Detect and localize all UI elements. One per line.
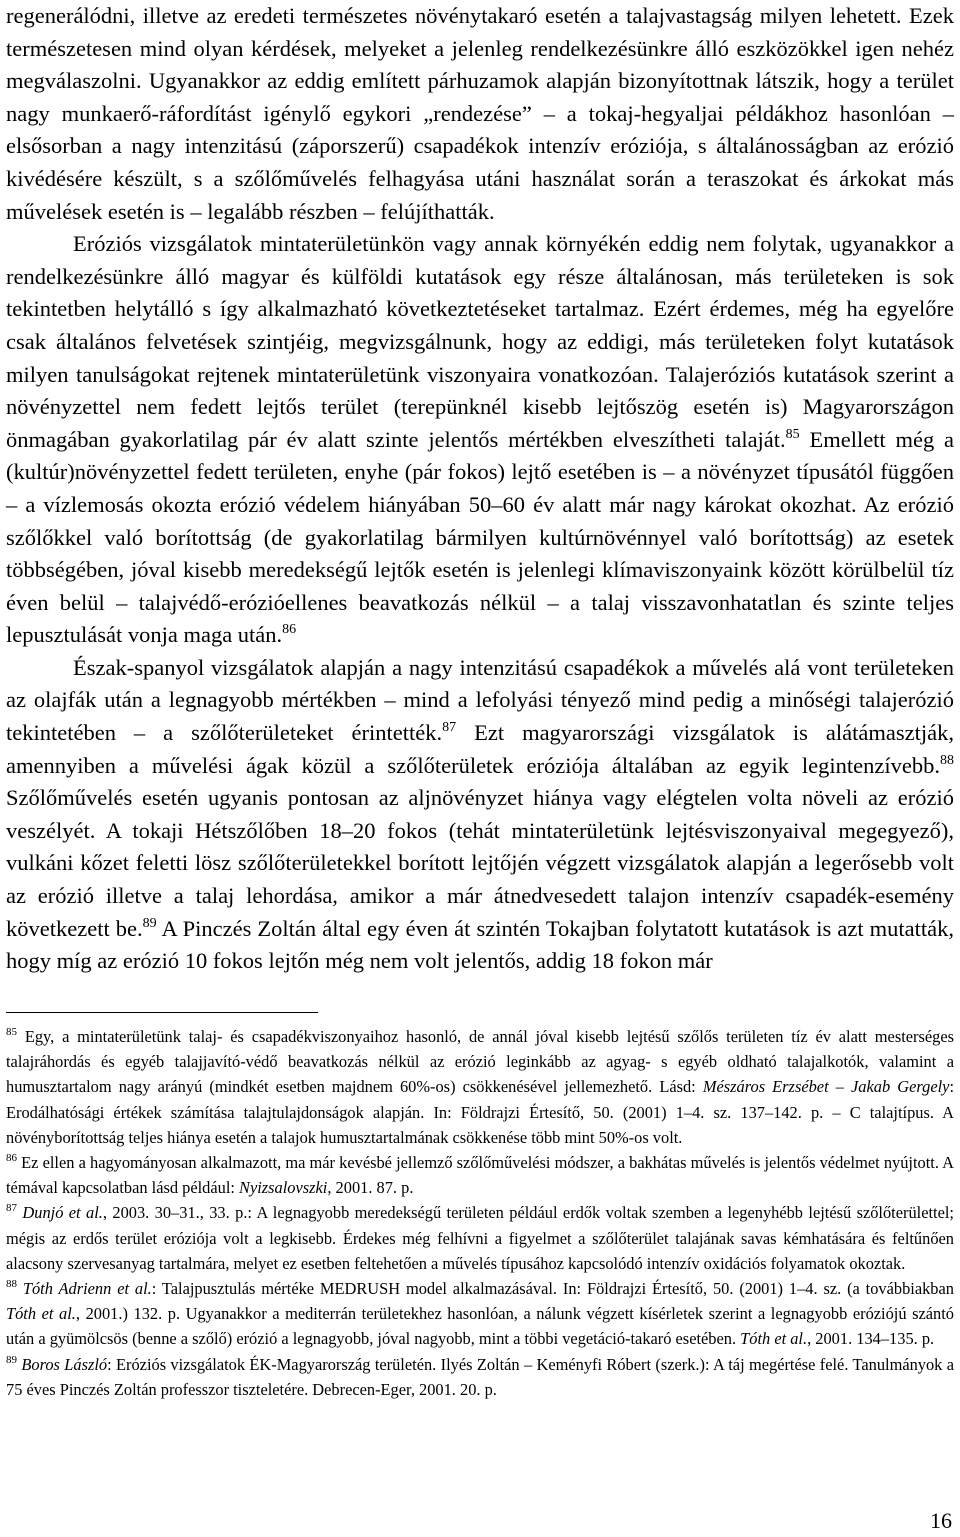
footnote-85 (6, 1024, 954, 1150)
footnote-reference: 89 (142, 915, 157, 931)
text-run: A Pinczés Zoltán által egy éven át szintén Tokajban folytatott kutatások is azt mutatták, hogy míg az erózió 10 fokos lejtőn még nem volt jelentős, addig 18 fokon már (6, 915, 955, 974)
text-run: Ez ellen a hagyományosan alkalmazott, ma már kevésbé jellemző szőlőművelési módszer, a bakhátas művelés is jelentős védelmet nyújtott. A témával kapcsolatban lásd például: (6, 1153, 954, 1198)
italic-text: Tóth et al. (740, 1329, 808, 1349)
italic-text: Tóth et al. (6, 1304, 76, 1324)
footnote-reference: 86 (282, 622, 297, 638)
footnote-reference: 87 (6, 1202, 17, 1215)
paragraph (6, 0, 954, 228)
footnote-87 (6, 1200, 954, 1276)
italic-text: Dunjó et al. (22, 1203, 103, 1223)
text-run: Ezt magyarországi vizsgálatok is alátámasztják, amennyiben a művelési ágak közül a szőlőterületek eróziója általában az egyik legintenzívebb. (6, 720, 954, 778)
text-run: Egy, a mintaterületünk talaj- és csapadékviszonyaihoz hasonló, de annál jóval kisebb lejtésű szőlős területen tíz év alatt mesterséges talajráhordás és egyéb talajjavító-védő beavatkozás nélkül az erózió leginkább az agyag- s egyéb oldható talajalkotók, valamint a humusztartalom nagy arányú (mindkét esetben majdnem 60%-os) csökkenésével jellemezhető. Lásd: (6, 1027, 954, 1097)
italic-text: Boros László (21, 1354, 108, 1374)
footnote-88 (6, 1276, 954, 1352)
italic-text: Nyizsalovszki (239, 1178, 328, 1198)
paragraph (6, 228, 954, 652)
footnote-reference: 88 (940, 752, 954, 768)
page-number: 16 (930, 1508, 952, 1533)
text-run: : Erodálhatósági értékek számítása talajtulajdonságok alapján. In: Földrajzi Értesítő, 50. (2001) 1–4. sz. 137–142. p. – C talajtípus. A növényborítottság teljes hiánya esetén a talajok humusztartalmának csökkenése több mint 50%-os volt. (6, 1077, 954, 1147)
paragraph (6, 652, 954, 978)
text-run: Szőlőművelés esetén ugyanis pontosan az aljnövényzet hiánya vagy elégtelen volta növeli az erózió veszélyét. A tokaji Hétszőlőben 18–20 fokos (tehát mintaterületünk lejtésviszonyaival megegyező), vulkáni kőzet feletti lösz szőlőterületekkel borított lejtőjén végzett vizsgálatok alapján a legerősebb volt az erózió illetve a talaj lehordása, amikor a már átnedvesedett talajon intenzív csapadék-esemény következett be. (6, 785, 954, 941)
footnote-reference: 85 (6, 1026, 17, 1038)
document-page (6, 0, 954, 1537)
footnote-reference: 88 (6, 1278, 17, 1291)
footnote-86 (6, 1150, 954, 1200)
text-run: Eróziós vizsgálatok mintaterületünkön vagy annak környékén eddig nem folytak, ugyanakkor a rendelkezésünkre álló magyar és külföldi kutatások egy része általánosan, más területeken is sok tekintetben helytálló s így alkalmazható következtetéseket tartalmaz. Ezért érdemes, még ha egyelőre csak általános felvetések szintjéig, megvizsgálnunk, hogy az eddigi, más területeken folyt kutatások milyen tanulságokat rejtenek mintaterületünk viszonyaira vonatkozóan. Talajeróziós kutatások szerint a növényzettel nem fedett lejtős terület (terepünknél kisebb lejtőszög esetén is) Magyarországon önmagában gyakorlatilag pár év alatt szinte jelentős mértékben elveszítheti talaját. (6, 231, 954, 452)
text-run: regenerálódni, illetve az eredeti természetes növénytakaró esetén a talajvastagság milyen lehetett. Ezek természetesen mind olyan kérdések, melyeket a jelenleg rendelkezésünkre álló eszközökkel igen nehéz megválaszolni. Ugyanakkor az eddig említett párhuzamok alapján bizonyítottnak látszik, hogy a terület nagy munkaerő-ráfordítást igénylő egykori „rendezése” – a tokaj-hegyaljai példákhoz hasonlóan – elsősorban a nagy intenzitású (záporszerű) csapadékok intenzív eróziója, s általánosságban az erózió kivédésére készült, s a szőlőművelés felhagyása utáni használat során a teraszokat és árkokat más művelések esetén is – legalább részben – felújíthatták. (6, 3, 954, 224)
italic-text: Tóth Adrienn et al. (22, 1279, 152, 1299)
text-run: , 2001.) 132. p. Ugyanakkor a mediterrán területekhez hasonlóan, a nálunk végzett kísérletek szerint a legnagyobb eróziójú szántó után a gyümölcsös (benne a szőlő) erózió a legnagyobb, jóval nagyobb, mint a többi vegetáció-takaró esetében. (6, 1304, 955, 1349)
footnote-reference: 89 (6, 1353, 17, 1366)
text-run: Észak-spanyol vizsgálatok alapján a nagy intenzitású csapadékok a művelés alá vont területeken az olajfák után a legnagyobb mértékben – mind a lefolyási tényező mind pedig a minőségi talajerózió tekintetében – a szőlőterületeket érintették. (6, 654, 954, 746)
footnote-reference: 87 (442, 720, 457, 736)
text-run: , 2003. 30–31., 33. p.: A legnagyobb meredekségű területen például erdők voltak szemben a legenyhébb lejtésű szőlőterülettel; mégis az erdős terület eróziója volt a legkisebb. Érdekes még felhívni a figyelmet a szőlőterület talajának savas kémhatására és feltűnően alacsony szervesanyag tartalmára, melyet ez esetben feltehetően a művelés típusához kapcsolódó intenzív oxidációs folyamatok okoztak. (6, 1203, 954, 1273)
footnote-89 (6, 1352, 954, 1402)
text-run: : Talajpusztulás mértéke MEDRUSH model alkalmazásával. In: Földrajzi Értesítő, 50. (2001) 1–4. sz. (a továbbiakban (151, 1279, 954, 1299)
footnote-separator (6, 1012, 318, 1013)
text-run: , 2001. 87. p. (327, 1178, 414, 1198)
footnotes (6, 1024, 954, 1402)
text-run: Emellett még a (kultúr)növényzettel fedett területen, enyhe (pár fokos) lejtő esetében is – a növényzet típusától függően – a vízlemosás okozta erózió védelem hiányában 50–60 év alatt már nagy károkat okozhat. Az erózió szőlőkkel való borítottság (de gyakorlatilag bármilyen kultúrnövénnyel való borítottság) az esetek többségében, jóval kisebb meredekségű lejtők esetén is jelenlegi klímaviszonyaink között körülbelül tíz éven belül – talajvédő-erózióellenes beavatkozás nélkül – a talaj visszavonhatatlan és szinte teljes lepusztulását vonja maga után. (6, 426, 954, 648)
text-run: , 2001. 134–135. p. (807, 1329, 935, 1349)
italic-text: Mészáros Erzsébet – Jakab Gergely (702, 1077, 950, 1097)
footnote-reference: 86 (6, 1152, 17, 1165)
footnote-reference: 85 (785, 426, 800, 442)
main-text (6, 0, 954, 978)
text-run: : Eróziós vizsgálatok ÉK-Magyarország területén. Ilyés Zoltán – Keményfi Róbert (szerk.): A táj megértése felé. Tanulmányok a 75 éves Pinczés Zoltán professzor tiszteletére. Debrecen-Eger, 2001. 20. p. (6, 1354, 954, 1399)
